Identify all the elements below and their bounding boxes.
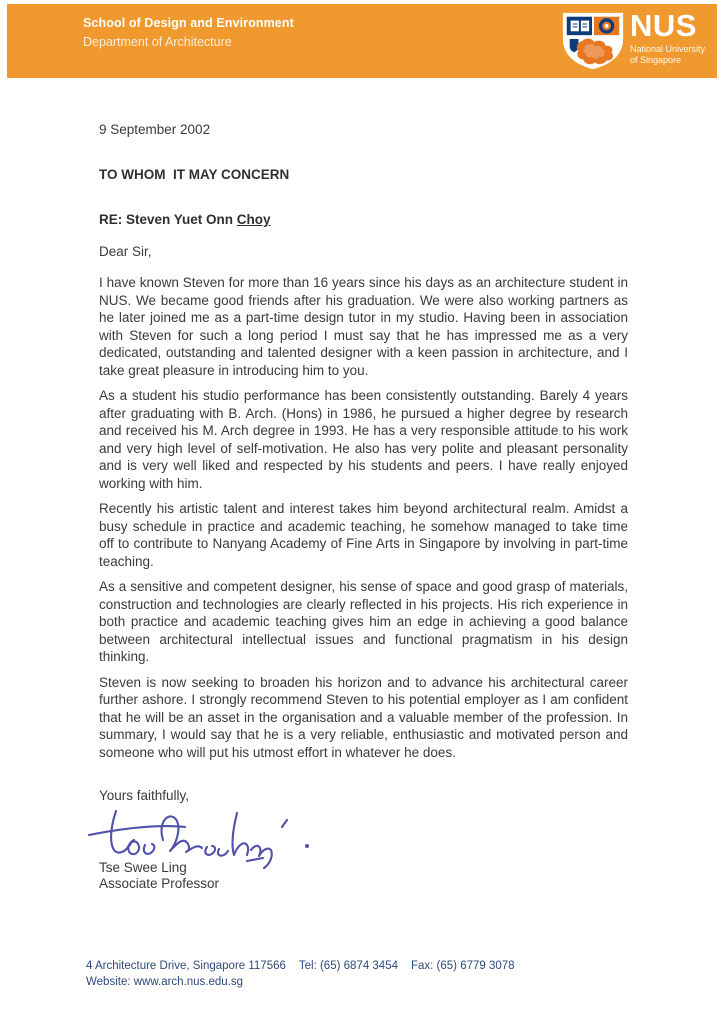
signer-title: Associate Professor	[99, 875, 220, 891]
ink-dot	[305, 844, 309, 848]
subject-prefix: RE: Steven Yuet Onn	[99, 212, 237, 227]
nus-wordmark-block	[629, 8, 705, 66]
school-name: School of Design and Environment	[83, 16, 294, 30]
footer-fax: Fax: (65) 6779 3078	[411, 960, 515, 972]
nus-wordmark: NUS	[629, 8, 697, 43]
footer-website: Website: www.arch.nus.edu.sg	[86, 976, 244, 988]
letter-date: 9 September 2002	[99, 122, 211, 137]
letter-body	[99, 121, 628, 892]
signature-ink-icon	[85, 804, 325, 870]
signer-name: Tse Swee Ling	[99, 859, 187, 875]
footer-tel: Tel: (65) 6874 3454	[298, 960, 398, 972]
paragraph-1: I have known Steven for more than 16 years since his days as an architecture student in NUS. We became good friends after his graduation. We were also working partners as he later joined me as a part-time design tutor in my studio. Having been in association with Steven for such a long period I must say that he has impressed me as a very dedicated, outstanding and talented designer with a keen passion in architecture, and I take great pleasure in introducing him to you.	[99, 275, 628, 378]
footer-contact-line	[86, 958, 515, 974]
paragraph-3: Recently his artistic talent and interest takes him beyond architectural realm. Amidst a busy schedule in practice and academic teaching, he somehow managed to take time off to contribute to Nanyang Academy of Fine Arts in Singapore by involving in part-time teaching.	[99, 501, 628, 569]
letterhead-text	[83, 15, 294, 50]
letterhead-banner	[7, 4, 717, 78]
department-name: Department of Architecture	[83, 35, 232, 49]
signature	[85, 806, 628, 860]
subject-line	[99, 211, 628, 229]
to-whom-heading: TO WHOM IT MAY CONCERN	[99, 166, 290, 182]
paragraph-2: As a student his studio performance has been consistently outstanding. Barely 4 years after graduating with B. Arch. (Hons) in 1986, he pursued a higher degree by research and received his M. Arch degree in 1993. He has a very responsible attitude to his work and very high level of self-motivation. He also has very polite and pleasant personality and is very well liked and respected by his students and peers. I have really enjoyed working with him.	[99, 388, 628, 491]
subject-underlined-name: Choy	[236, 212, 271, 227]
greeting: Dear Sir,	[99, 243, 152, 259]
nus-logo	[559, 9, 705, 73]
letter-footer	[86, 958, 515, 990]
nus-university-name: National University of Singapore	[629, 44, 705, 65]
closing-salutation: Yours faithfully,	[99, 788, 190, 803]
nus-crest-icon	[559, 9, 627, 73]
footer-address: 4 Architecture Drive, Singapore 117566	[86, 960, 286, 972]
paragraph-5: Steven is now seeking to broaden his horizon and to advance his architectural career further ashore. I strongly recommend Steven to his potential employer as I am confident that he will be an asset in the organisation and a valuable member of the profession. In summary, I would say that he is a very reliable, enthusiastic and motivated person and someone who will put his utmost effort in whatever he does.	[99, 674, 628, 760]
paragraph-4: As a sensitive and competent designer, his sense of space and good grasp of materials, construction and technologies are clearly reflected in his projects. His rich experience in both practice and academic teaching gives him an edge in achieving a good balance between architectural intellectual issues and functional pragmatism in his design thinking.	[99, 579, 628, 664]
